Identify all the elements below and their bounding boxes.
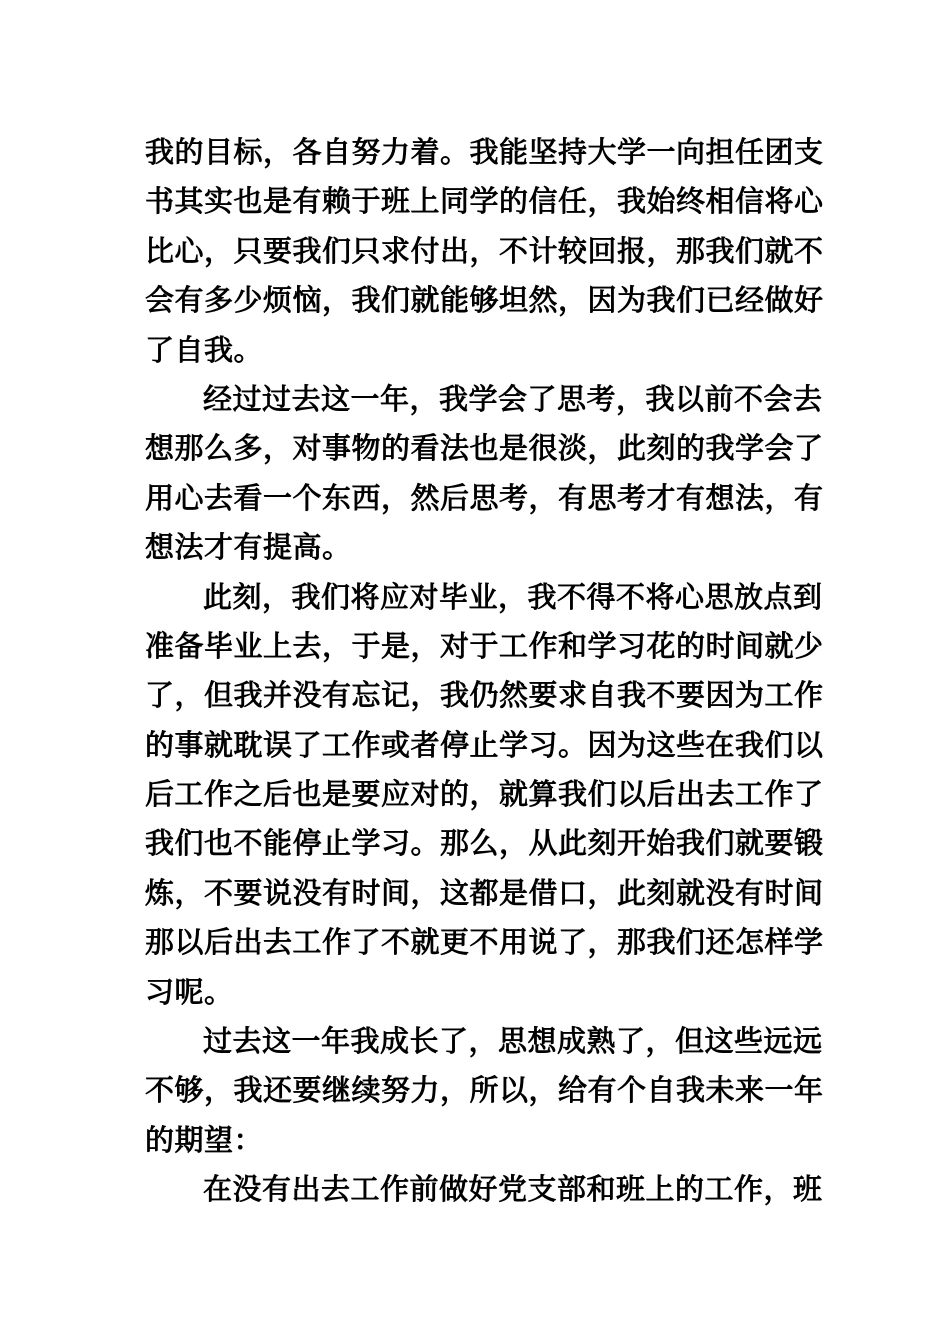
text-line: 后工作之后也是要应对的，就算我们以后出去工作了 — [145, 777, 824, 812]
paragraph-first-line: 经过过去这一年，我学会了思考，我以前不会去 — [203, 381, 823, 416]
text-line: 的事就耽误了工作或者停止学习。因为这些在我们以 — [145, 727, 824, 762]
text-line: 那以后出去工作了不就更不用说了，那我们还怎样学 — [145, 925, 824, 960]
text-line: 了，但我并没有忘记，我仍然要求自我不要因为工作 — [145, 678, 824, 713]
paragraph-first-line: 在没有出去工作前做好党支部和班上的工作，班 — [203, 1172, 823, 1207]
text-line: 我的目标，各自努力着。我能坚持大学一向担任团支 — [145, 135, 824, 169]
body-text — [145, 128, 824, 1215]
text-line: 用心去看一个东西，然后思考，有思考才有想法，有 — [145, 480, 824, 515]
text-line: 准备毕业上去，于是，对于工作和学习花的时间就少 — [145, 628, 824, 663]
text-line: 会有多少烦恼，我们就能够坦然，因为我们已经做好 — [145, 283, 824, 318]
text-line: 了自我。 — [145, 332, 264, 367]
paragraph-first-line: 过去这一年我成长了，思想成熟了，但这些远远 — [203, 1024, 823, 1059]
text-line: 炼，不要说没有时间，这都是借口，此刻就没有时间 — [145, 875, 824, 910]
text-line: 的期望： — [145, 1122, 264, 1157]
text-line: 比心，只要我们只求付出，不计较回报，那我们就不 — [145, 233, 824, 268]
text-line: 习呢。 — [145, 974, 234, 1009]
paragraph-first-line: 此刻，我们将应对毕业，我不得不将心思放点到 — [203, 579, 823, 614]
text-line: 书其实也是有赖于班上同学的信任，我始终相信将心 — [145, 184, 824, 219]
text-line: 想那么多，对事物的看法也是很淡，此刻的我学会了 — [145, 431, 824, 466]
text-line: 不够，我还要继续努力，所以，给有个自我未来一年 — [145, 1073, 824, 1108]
text-line: 想法才有提高。 — [145, 530, 352, 565]
text-line: 我们也不能停止学习。那么，从此刻开始我们就要锻 — [145, 826, 824, 861]
